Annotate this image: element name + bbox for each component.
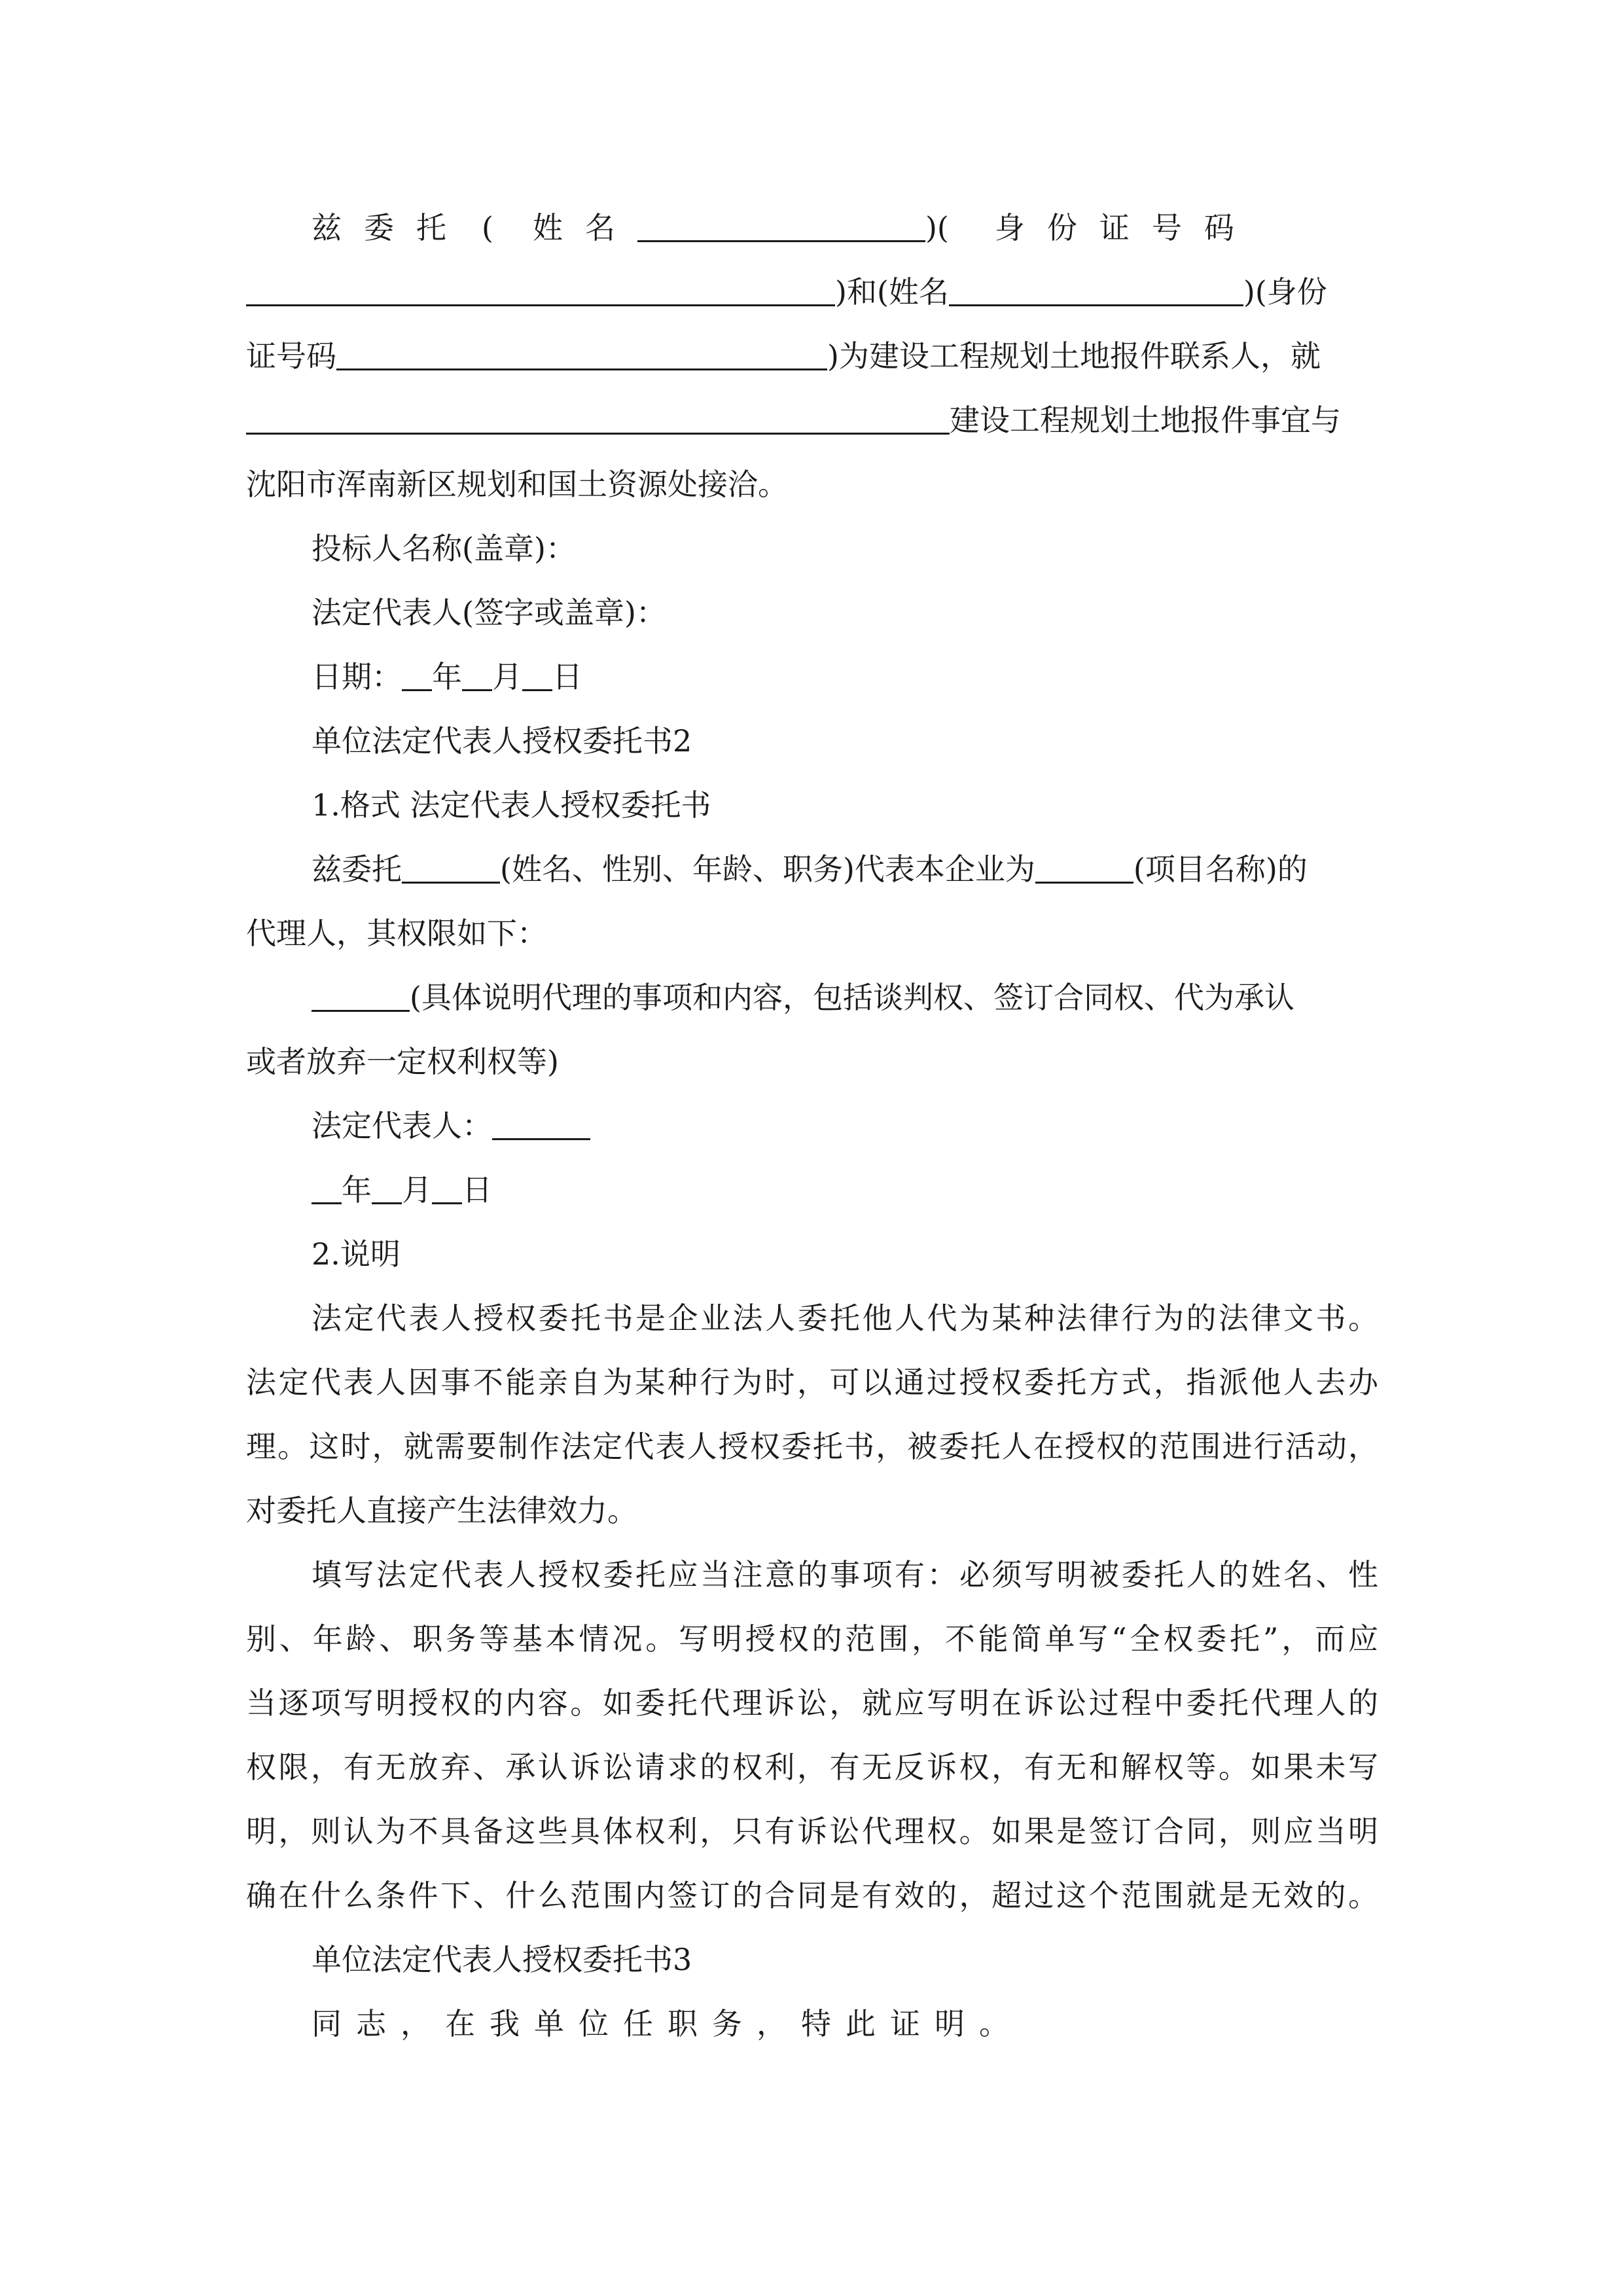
authorization-line-3: 证号码 )为建设工程规划土地报件联系人，就: [246, 338, 1321, 374]
explain-p1-line: 对委托人直接产生法律效力。: [246, 1493, 637, 1528]
section-3-title: 单位法定代表人授权委托书3: [312, 1942, 692, 1977]
explain-p1-line: 理。这时，就需要制作法定代表人授权委托书，被委托人在授权的范围进行活动，: [246, 1429, 1378, 1464]
authority-line-1: (具体说明代理的事项和内容，包括谈判权、签订合同权、代为承认: [312, 978, 1378, 1017]
bidder-name-line: 投标人名称(盖章)：: [312, 531, 576, 566]
legal-rep-line: 法定代表人：: [312, 1106, 1378, 1145]
explain-p2-line: 确在什么条件下、什么范围内签订的合同是有效的，超过这个范围就是无效的。: [246, 1878, 1378, 1913]
project-blank[interactable]: [1035, 852, 1133, 884]
legal-rep-sign-line: 法定代表人(签字或盖章)：: [312, 595, 666, 630]
certify-line: 同志，在我单位任职务，特此证明。: [312, 2006, 1024, 2041]
explain-p1-line: 法定代表人授权委托书是企业法人委托他人代为某种法律行为的法律文书。: [312, 1300, 1378, 1336]
name-blank-1[interactable]: [637, 210, 925, 242]
month-blank-1[interactable]: [462, 659, 492, 691]
explain-p2-line: 权限，有无放弃、承认诉讼请求的权利，有无反诉权，有无和解权等。如果未写: [246, 1749, 1378, 1785]
explain-p1-line: 法定代表人因事不能亲自为某种行为时，可以通过授权委托方式，指派他人去办: [246, 1365, 1378, 1400]
matter-blank[interactable]: [246, 403, 950, 435]
authority-blank[interactable]: [312, 980, 410, 1012]
year-blank-1[interactable]: [402, 659, 432, 691]
month-blank-2[interactable]: [372, 1172, 402, 1204]
entrust-line-2: 代理人，其权限如下：: [246, 916, 547, 951]
explain-heading: 2.说明: [312, 1236, 401, 1272]
legal-rep-blank[interactable]: [492, 1108, 590, 1140]
date-line-1: 日期： 年 月 日: [312, 659, 582, 694]
day-blank-2[interactable]: [432, 1172, 462, 1204]
section-2-title: 单位法定代表人授权委托书2: [312, 723, 692, 759]
explain-p2-line: 当逐项写明授权的内容。如委托代理诉讼，就应写明在诉讼过程中委托代理人的: [246, 1685, 1378, 1721]
id-number-blank-1[interactable]: [246, 274, 835, 306]
date-line-2: 年 月 日: [312, 1170, 1378, 1210]
explain-p2-line: 明，则认为不具备这些具体权利，只有诉讼代理权。如果是签订合同，则应当明: [246, 1814, 1378, 1849]
authorization-line-4: 建设工程规划土地报件事宜与: [246, 401, 1378, 440]
day-blank-1[interactable]: [522, 659, 552, 691]
authorization-line-5: 沈阳市浑南新区规划和国土资源处接洽。: [246, 467, 788, 502]
explain-p2-line: 别、年龄、职务等基本情况。写明授权的范围，不能简单写“全权委托”，而应: [246, 1621, 1378, 1657]
authority-line-2: 或者放弃一定权利权等): [246, 1044, 559, 1079]
authorization-line-1: 兹委托 ( 姓名 )( 身份证号码: [312, 210, 1257, 245]
explain-p2-line: 填写法定代表人授权委托应当注意的事项有：必须写明被委托人的姓名、性: [312, 1557, 1378, 1592]
name-blank-2[interactable]: [949, 274, 1243, 306]
entrust-line-1: 兹委托 (姓名、性别、年龄、职务)代表本企业为 (项目名称)的: [312, 852, 1308, 887]
year-blank-2[interactable]: [312, 1172, 342, 1204]
id-number-blank-2[interactable]: [336, 338, 827, 370]
format-heading: 1.格式 法定代表人授权委托书: [312, 787, 711, 823]
agent-blank[interactable]: [402, 852, 500, 884]
authorization-line-2: )和(姓名 )(身份: [246, 272, 1378, 312]
